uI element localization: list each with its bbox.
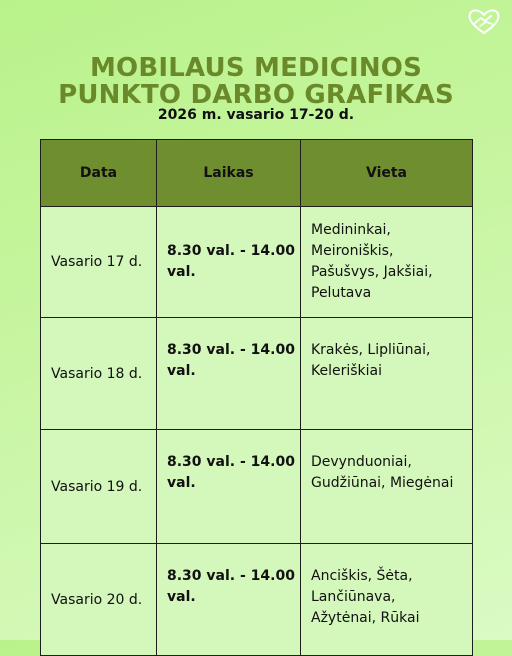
header-date: Data: [41, 140, 157, 207]
place-line: Pašušvys, Jakšiai,: [311, 264, 433, 280]
header-place: Vieta: [301, 140, 473, 207]
place-line: Keleriškiai: [311, 363, 383, 379]
title-line-2: PUNKTO DARBO GRAFIKAS: [58, 80, 454, 110]
time-line: 8.30 val. - 14.00: [167, 342, 295, 358]
time-line: 8.30 val. - 14.00: [167, 568, 295, 584]
time-line: val.: [167, 589, 196, 605]
table-row: [41, 207, 473, 318]
table-row: [41, 318, 473, 430]
place-line: Gudžiūnai, Miegėnai: [311, 475, 454, 491]
page-title: [0, 55, 512, 109]
time-cell: [157, 318, 301, 430]
table-row: [41, 544, 473, 656]
date-cell: Vasario 18 d.: [41, 318, 157, 430]
time-cell: [157, 207, 301, 318]
table-header-row: [41, 140, 473, 207]
time-line: val.: [167, 264, 196, 280]
place-line: Meironiškis,: [311, 243, 394, 259]
place-line: Pelutava: [311, 285, 372, 301]
time-line: 8.30 val. - 14.00: [167, 454, 295, 470]
date-cell: Vasario 20 d.: [41, 544, 157, 656]
place-cell: [301, 544, 473, 656]
header-time: Laikas: [157, 140, 301, 207]
title-line-1: MOBILAUS MEDICINOS: [89, 53, 423, 83]
time-cell: [157, 430, 301, 544]
place-cell: [301, 430, 473, 544]
place-line: Ažytėnai, Rūkai: [311, 610, 420, 626]
place-line: Krakės, Lipliūnai,: [311, 342, 431, 358]
place-line: Devynduoniai,: [311, 454, 412, 470]
time-line: 8.30 val. - 14.00: [167, 243, 295, 259]
schedule-table: [40, 139, 473, 656]
time-cell: [157, 544, 301, 656]
time-line: val.: [167, 363, 196, 379]
place-cell: [301, 207, 473, 318]
table-row: [41, 430, 473, 544]
date-cell: Vasario 19 d.: [41, 430, 157, 544]
date-range-subtitle: 2026 m. vasario 17-20 d.: [157, 107, 355, 123]
hands-heart-logo-icon: [466, 6, 502, 36]
date-cell: Vasario 17 d.: [41, 207, 157, 318]
place-line: Lančiūnava,: [311, 589, 396, 605]
place-line: Medininkai,: [311, 222, 391, 238]
time-line: val.: [167, 475, 196, 491]
place-cell: [301, 318, 473, 430]
place-line: Anciškis, Šėta,: [311, 568, 413, 584]
